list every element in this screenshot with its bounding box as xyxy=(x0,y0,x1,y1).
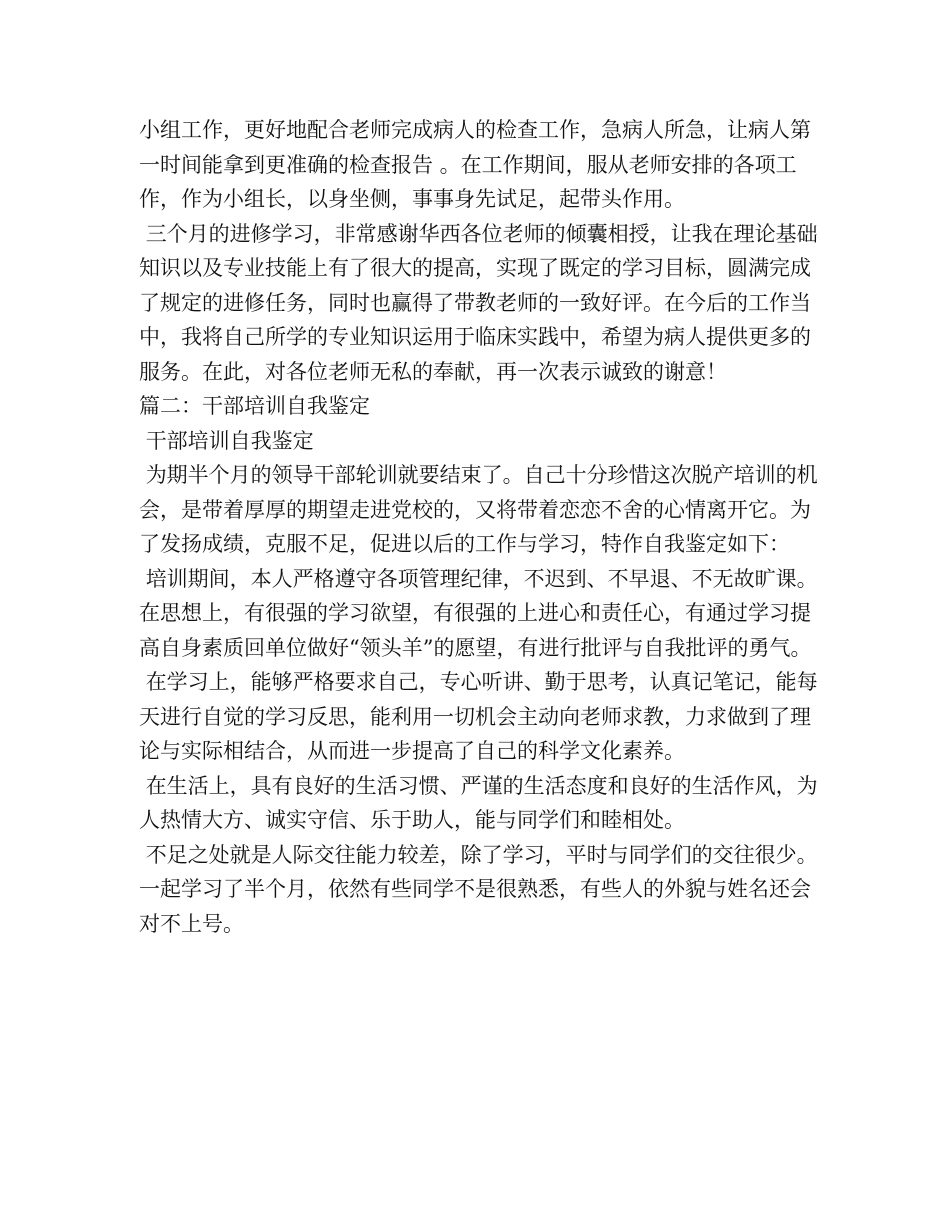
paragraph-7: 不足之处就是人际交往能力较差，除了学习，平时与同学们的交往很少。一起学习了半个月，依然有些同学不是很熟悉，有些人的外貌与姓名还会对不上号。 xyxy=(139,842,818,936)
document-body xyxy=(139,113,829,941)
paragraph-2: 三个月的进修学习，非常感谢华西各位老师的倾囊相授，让我在理论基础知识以及专业技能上有了很大的提高，实现了既定的学习目标，圆满完成了规定的进修任务，同时也赢得了带教老师的一致好评。在今后的工作当中，我将自己所学的专业知识运用于临床实践中，希望为病人提供更多的服务。在此，对各位老师无私的奉献，再一次表示诚致的谢意！ xyxy=(139,221,818,384)
paragraph-1: 小组工作，更好地配合老师完成病人的检查工作，急病人所急，让病人第一时间能拿到更准确的检查报告 。在工作期间，服从老师安排的各项工作，作为小组长，以身坐侧，事事身先试足，起带头作用。 xyxy=(139,118,811,211)
paragraph-5: 在学习上，能够严格要求自己，专心听讲、勤于思考，认真记笔记，能每天进行自觉的学习反思，能利用一切机会主动向老师求教，力求做到了理论与实际相结合，从而进一步提高了自己的科学文化素养。 xyxy=(139,670,818,763)
paragraph-4: 培训期间，本人严格遵守各项管理纪律，不迟到、不早退、不无故旷课。在思想上，有很强的学习欲望，有很强的上进心和责任心，有通过学习提高自身素质回单位做好“领头羊”的愿望，有进行批评与自我批评的勇气。 xyxy=(139,566,818,660)
paragraph-3: 为期半个月的领导干部轮训就要结束了。自己十分珍惜这次脱产培训的机会，是带着厚厚的期望走进党校的，又将带着恋恋不舍的心情离开它。为了发扬成绩，克服不足，促进以后的工作与学习，特作自我鉴定如下： xyxy=(139,463,818,556)
section-title: 干部培训自我鉴定 xyxy=(139,428,314,453)
paragraph-6: 在生活上，具有良好的生活习惯、严谨的生活态度和良好的生活作风，为人热情大方、诚实守信、乐于助人，能与同学们和睦相处。 xyxy=(139,773,818,832)
section-heading: 篇二：干部培训自我鉴定 xyxy=(139,394,370,418)
